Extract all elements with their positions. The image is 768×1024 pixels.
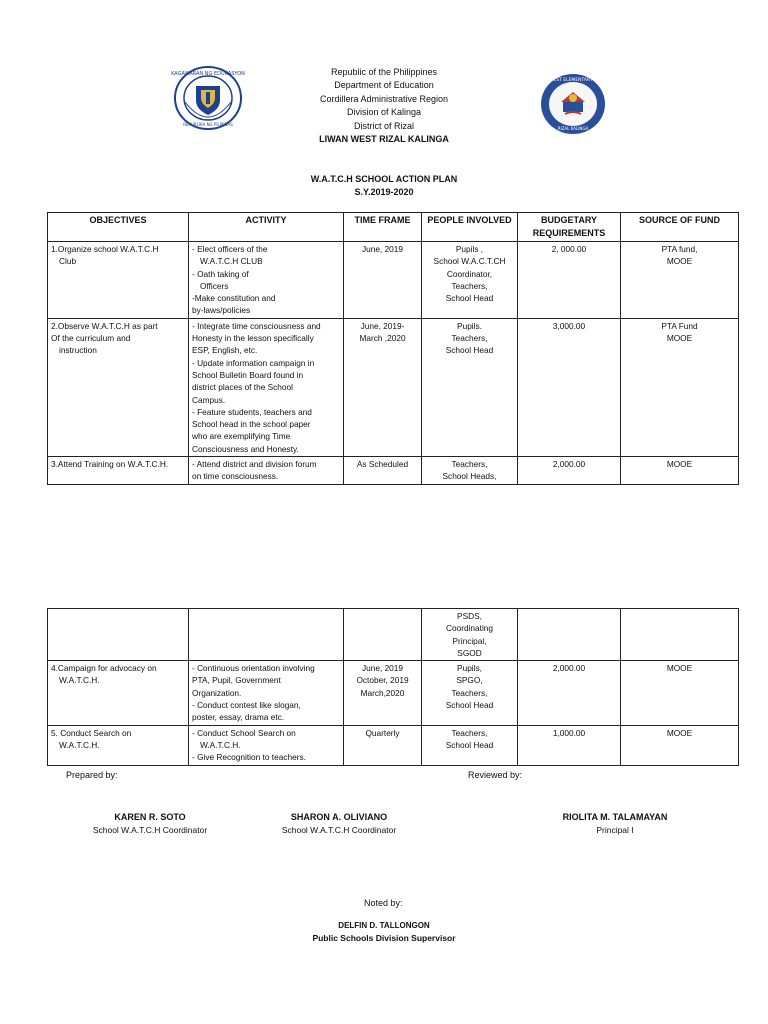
header-time-frame: TIME FRAME xyxy=(344,213,422,242)
signatory-delfin-tallongon xyxy=(284,919,484,945)
cell-line: 3.Attend Training on W.A.T.C.H. xyxy=(51,459,169,470)
cell-line: instruction xyxy=(59,345,97,356)
cell-time-frame xyxy=(344,457,422,485)
cell-line: June, 2019 xyxy=(361,244,404,254)
cell-budget xyxy=(518,318,621,456)
cell-budget xyxy=(518,242,621,319)
action-plan-table-part2 xyxy=(47,608,739,766)
cell-line: June, 2019- xyxy=(360,320,405,331)
cell-line: Teachers, xyxy=(451,280,488,291)
cell-source-of-fund xyxy=(621,242,739,319)
seal-text-top: KAGAWARAN NG EDUKASYON xyxy=(171,71,245,77)
table-row xyxy=(48,457,739,485)
cell-time-frame xyxy=(344,242,422,319)
cell-line: 2.Observe W.A.T.C.H as part xyxy=(51,320,158,331)
cell-line: by-laws/policies xyxy=(192,305,251,316)
cell-people-involved xyxy=(422,457,518,485)
cell-line: March,2020 xyxy=(360,687,405,698)
cell-line: Club xyxy=(59,256,77,267)
header-district: District of Rizal xyxy=(353,120,414,131)
table-row xyxy=(48,609,739,661)
cell-line: Organization. xyxy=(192,687,242,698)
cell-line: - Conduct contest like slogan, xyxy=(192,700,301,711)
cell-line: 1.Organize school W.A.T.C.H xyxy=(51,244,159,254)
header-people-involved: PEOPLE INVOLVED xyxy=(422,213,518,242)
header-school: LIWAN WEST RIZAL KALINGA xyxy=(319,134,449,145)
seal-text-bottom: REPUBLIKA NG PILIPINAS xyxy=(183,122,233,127)
header-department: Department of Education xyxy=(334,80,434,91)
cell-line: June, 2019 xyxy=(361,663,404,674)
header-republic: Republic of the Philippines xyxy=(330,67,438,77)
cell-line: W.A.T.C.H. xyxy=(200,739,241,750)
cell-line: Consciousness and Honesty. xyxy=(192,443,299,454)
cell-line: W.A.T.C.H. xyxy=(59,675,100,686)
header-objectives: OBJECTIVES xyxy=(48,213,189,242)
cell-objective xyxy=(48,661,189,725)
cell-line: SPGO, xyxy=(456,675,483,686)
cell-line: poster, essay, drama etc. xyxy=(192,712,285,723)
signatory-name: DELFIN D. TALLONGON xyxy=(338,921,430,930)
school-seal-sub: RIZAL KALINGA xyxy=(557,126,589,131)
cell-time-frame xyxy=(344,725,422,765)
signatory-name: KAREN R. SOTO xyxy=(114,812,186,822)
cell-line: Teachers, xyxy=(451,687,488,698)
cell-line: - Oath taking of xyxy=(192,268,249,279)
cell-line: 2,000.00 xyxy=(552,459,586,470)
signatory-name: SHARON A. OLIVIANO xyxy=(290,812,388,822)
cell-line: MOOE xyxy=(666,727,693,738)
cell-line: PSDS, xyxy=(457,611,482,621)
cell-line: 1,000.00 xyxy=(552,727,586,738)
cell-people-involved xyxy=(422,318,518,456)
cell-budget xyxy=(518,725,621,765)
signatory-name: RIOLITA M. TALAMAYAN xyxy=(562,812,668,822)
cell-objective xyxy=(48,318,189,456)
table-header-row xyxy=(48,213,739,242)
signatory-title: Public Schools Division Supervisor xyxy=(312,933,456,943)
cell-source-of-fund xyxy=(621,725,739,765)
cell-activity xyxy=(189,242,344,319)
cell-line: October, 2019 xyxy=(356,675,409,686)
title-line1: W.A.T.C.H SCHOOL ACTION PLAN xyxy=(310,174,458,184)
noted-by-label: Noted by: xyxy=(364,898,403,908)
signatory-sharon-oliviano xyxy=(254,811,424,837)
signatory-karen-soto xyxy=(65,811,235,837)
cell-line: MOOE xyxy=(666,459,693,470)
school-seal-text: LIWAN WEST ELEMENTARY SCHOOL xyxy=(533,78,613,83)
cell-line: Of the curriculum and xyxy=(51,333,131,344)
cell-line: Pupils , xyxy=(455,244,484,254)
document-title xyxy=(234,173,534,199)
cell-objective xyxy=(48,457,189,485)
table-row xyxy=(48,318,739,456)
cell-line: PTA Fund xyxy=(661,320,698,331)
cell-budget xyxy=(518,457,621,485)
cell-line: School head in the school paper xyxy=(192,419,311,430)
cell-line: W.A.T.C.H. xyxy=(59,739,100,750)
cell-source-of-fund xyxy=(621,318,739,456)
cell-line: School Head xyxy=(445,293,494,304)
signatory-title: Principal I xyxy=(596,825,634,835)
cell-line: PTA, Pupil, Government xyxy=(192,675,281,686)
cell-source-of-fund xyxy=(621,609,739,661)
cell-line: -Make constitution and xyxy=(192,293,276,304)
cell-time-frame xyxy=(344,609,422,661)
cell-line: who are exemplifying Time xyxy=(192,431,291,442)
cell-line: School Heads, xyxy=(442,471,497,482)
cell-line: ESP, English, etc. xyxy=(192,345,258,356)
school-seal-logo xyxy=(533,72,613,136)
cell-line: Officers xyxy=(200,280,229,291)
cell-line: Coordinator, xyxy=(446,268,493,279)
cell-line: School W.A.C.T.CH xyxy=(433,256,506,267)
cell-line: Teachers, xyxy=(451,727,488,738)
cell-people-involved xyxy=(422,661,518,725)
cell-line: - Update information campaign in xyxy=(192,357,315,368)
title-line2: S.Y.2019-2020 xyxy=(354,187,414,197)
cell-line: MOOE xyxy=(666,333,693,344)
cell-line: - Conduct School Search on xyxy=(192,727,296,738)
cell-activity xyxy=(189,609,344,661)
cell-line: School Head xyxy=(445,739,494,750)
cell-activity xyxy=(189,318,344,456)
cell-line: School Head xyxy=(445,700,494,711)
cell-line: Pupils. xyxy=(457,320,482,331)
header-budgetary-requirements: BUDGETARY REQUIREMENTS xyxy=(518,213,621,242)
cell-objective xyxy=(48,609,189,661)
cell-line: MOOE xyxy=(666,663,693,674)
signatory-title: School W.A.T.C.H Coordinator xyxy=(281,825,397,835)
cell-line: - Give Recognition to teachers. xyxy=(192,752,306,763)
cell-activity xyxy=(189,457,344,485)
table-row xyxy=(48,242,739,319)
action-plan-table-part1 xyxy=(47,212,739,485)
cell-people-involved xyxy=(422,725,518,765)
header-region: Cordillera Administrative Region xyxy=(319,93,449,104)
cell-budget xyxy=(518,661,621,725)
cell-people-involved xyxy=(422,242,518,319)
cell-line: 4.Campaign for advocacy on xyxy=(51,663,157,674)
cell-line: Pupils, xyxy=(457,663,482,674)
cell-time-frame xyxy=(344,661,422,725)
cell-activity xyxy=(189,661,344,725)
cell-line: 5. Conduct Search on xyxy=(51,727,132,738)
cell-line: As Scheduled xyxy=(356,459,409,470)
header-source-of-fund: SOURCE OF FUND xyxy=(621,213,739,242)
cell-source-of-fund xyxy=(621,661,739,725)
cell-line: March ,2020 xyxy=(359,333,406,344)
cell-line: Teachers, xyxy=(451,459,488,470)
letterhead xyxy=(234,66,534,146)
cell-line: - Continuous orientation involving xyxy=(192,663,315,674)
deped-seal-logo xyxy=(173,66,243,130)
cell-line: Campus. xyxy=(192,394,226,405)
cell-line: - Feature students, teachers and xyxy=(192,406,312,417)
table-row xyxy=(48,661,739,725)
cell-line: PTA fund, xyxy=(661,244,698,254)
cell-line: - Attend district and division forum xyxy=(192,459,317,470)
cell-line: 2,000.00 xyxy=(552,663,586,674)
reviewed-by-label: Reviewed by: xyxy=(468,770,523,780)
header-activity: ACTIVITY xyxy=(189,213,344,242)
cell-people-involved xyxy=(422,609,518,661)
cell-objective xyxy=(48,242,189,319)
table-row xyxy=(48,725,739,765)
cell-line: on time consciousness. xyxy=(192,471,279,482)
cell-budget xyxy=(518,609,621,661)
cell-line: 3,000.00 xyxy=(552,320,586,331)
cell-line: Coordinating xyxy=(445,623,494,634)
cell-line: Honesty in the lesson specifically xyxy=(192,333,314,344)
cell-line: district places of the School xyxy=(192,382,293,393)
cell-line: Teachers, xyxy=(451,333,488,344)
cell-line: 2, 000.00 xyxy=(551,244,587,254)
cell-line: MOOE xyxy=(666,256,693,267)
signatory-riolita-talamayan xyxy=(530,811,700,837)
prepared-by-label: Prepared by: xyxy=(66,770,118,780)
cell-line: School Bulletin Board found in xyxy=(192,369,304,380)
cell-objective xyxy=(48,725,189,765)
cell-line: - Elect officers of the xyxy=(192,244,268,254)
header-division: Division of Kalinga xyxy=(346,107,422,118)
cell-source-of-fund xyxy=(621,457,739,485)
cell-line: SGOD xyxy=(457,647,482,658)
cell-time-frame xyxy=(344,318,422,456)
cell-line: Principal, xyxy=(452,635,487,646)
signatory-title: School W.A.T.C.H Coordinator xyxy=(92,825,208,835)
cell-activity xyxy=(189,725,344,765)
cell-line: Quarterly xyxy=(365,727,400,738)
cell-line: - Integrate time consciousness and xyxy=(192,320,321,331)
cell-line: School Head xyxy=(445,345,494,356)
cell-line: W.A.T.C.H CLUB xyxy=(200,256,263,267)
